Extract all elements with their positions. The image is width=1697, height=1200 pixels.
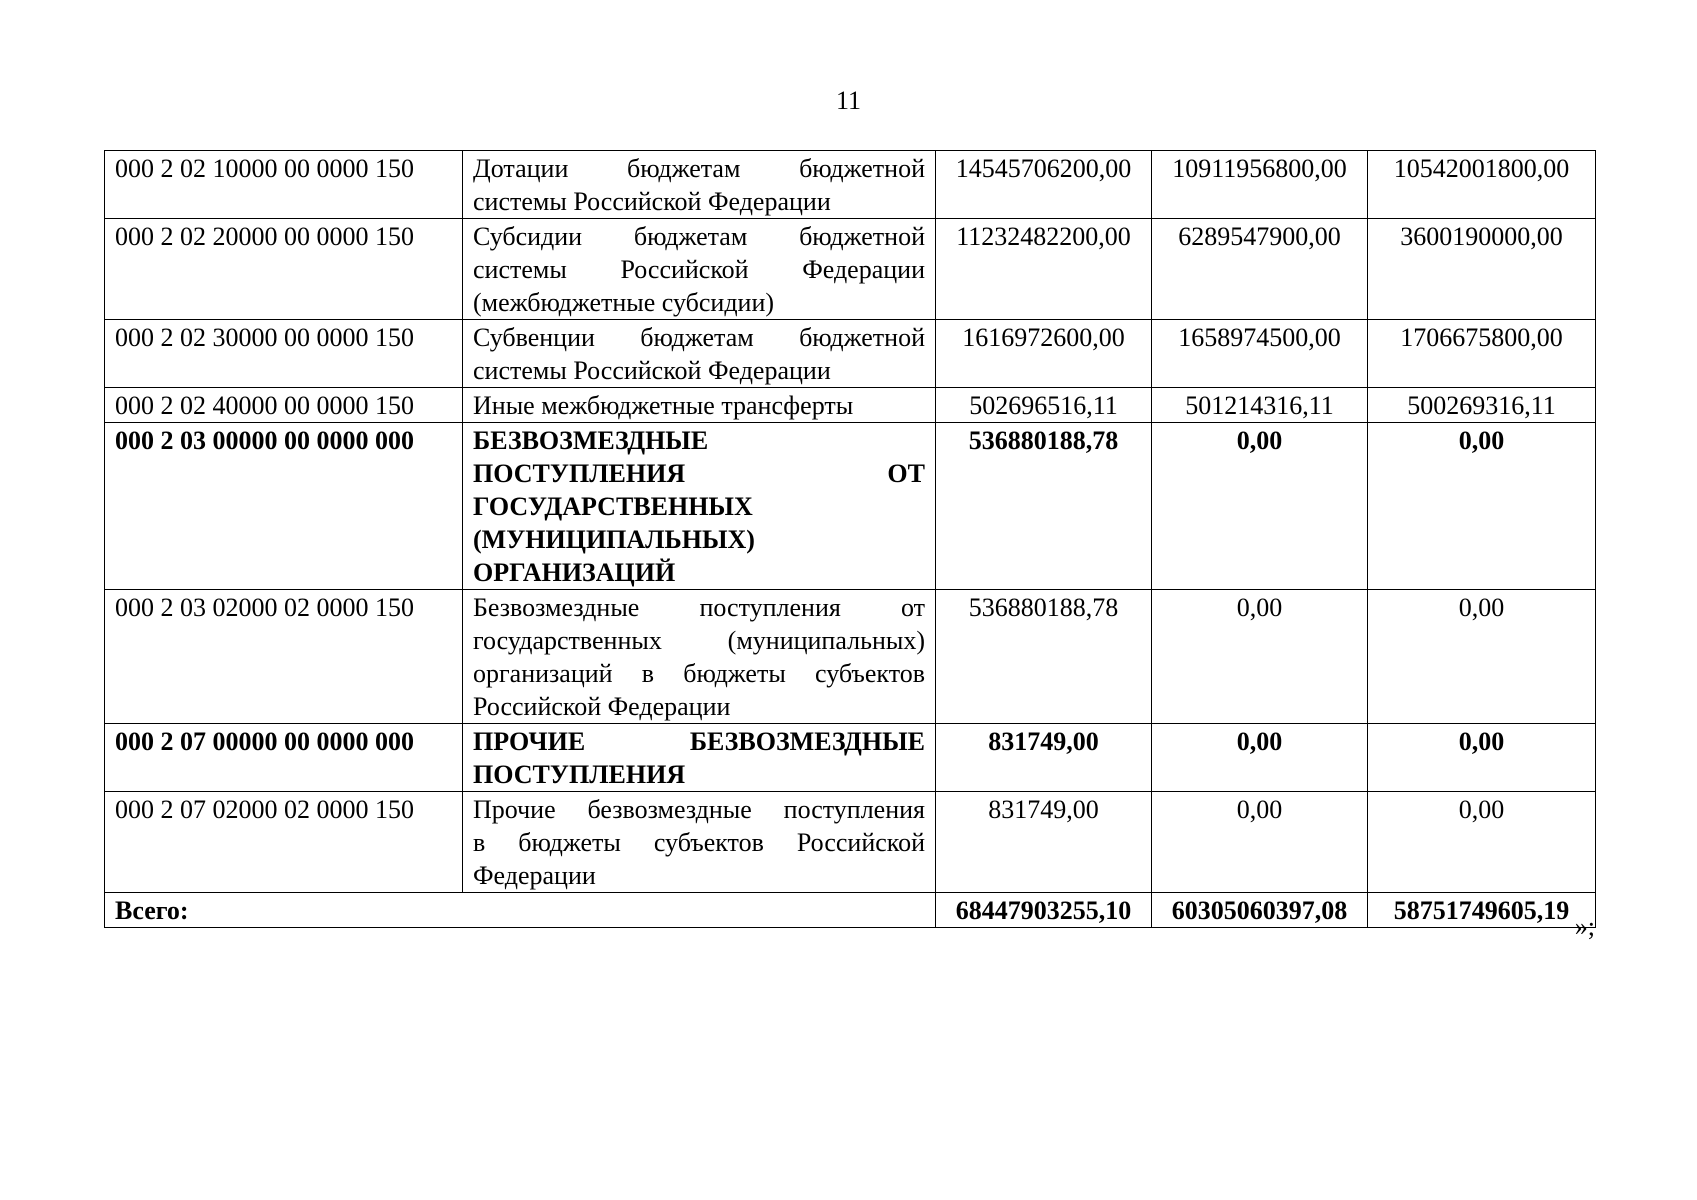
row-value-3: 0,00: [1368, 724, 1596, 792]
row-name: [463, 219, 936, 320]
row-name-line: БЕЗВОЗМЕЗДНЫЕ: [473, 426, 709, 455]
row-code: 000 2 02 30000 00 0000 150: [105, 320, 463, 388]
row-value-3: 10542001800,00: [1368, 151, 1596, 219]
row-name: [463, 423, 936, 590]
row-name: [463, 792, 936, 893]
row-value-3: 0,00: [1368, 423, 1596, 590]
row-value-2: 1658974500,00: [1152, 320, 1368, 388]
closing-quote-mark: »;: [1574, 912, 1595, 941]
row-value-1: 536880188,78: [936, 423, 1152, 590]
total-value-3: 58751749605,19: [1368, 893, 1596, 928]
row-value-3: 0,00: [1368, 792, 1596, 893]
row-name-line: Иные межбюджетные трансферты: [473, 391, 854, 420]
row-name-line: (МУНИЦИПАЛЬНЫХ): [473, 525, 755, 554]
row-code: 000 2 02 20000 00 0000 150: [105, 219, 463, 320]
row-name-line: системы Российской Федерации: [473, 255, 925, 284]
row-value-1: 831749,00: [936, 792, 1152, 893]
row-name: [463, 724, 936, 792]
row-name-line: ПОСТУПЛЕНИЯ: [473, 760, 686, 789]
table-row: [105, 320, 1596, 388]
table-row: [105, 590, 1596, 724]
row-value-2: 6289547900,00: [1152, 219, 1368, 320]
row-name-line: (межбюджетные субсидии): [473, 288, 775, 317]
row-code: 000 2 02 10000 00 0000 150: [105, 151, 463, 219]
table-row: [105, 151, 1596, 219]
row-value-3: 500269316,11: [1368, 388, 1596, 423]
row-value-1: 502696516,11: [936, 388, 1152, 423]
row-name-line: ГОСУДАРСТВЕННЫХ: [473, 492, 753, 521]
row-name-line: системы Российской Федерации: [473, 356, 831, 385]
row-name-line: ПОСТУПЛЕНИЯ ОТ: [473, 459, 925, 488]
row-value-1: 14545706200,00: [936, 151, 1152, 219]
table-row: [105, 724, 1596, 792]
row-name-line: Субсидии бюджетам бюджетной: [473, 222, 925, 251]
row-value-3: 1706675800,00: [1368, 320, 1596, 388]
row-name-line: Дотации бюджетам бюджетной: [473, 154, 925, 183]
row-value-1: 11232482200,00: [936, 219, 1152, 320]
total-row: [105, 893, 1596, 928]
total-label: Всего:: [105, 893, 936, 928]
row-name-line: Субвенции бюджетам бюджетной: [473, 323, 925, 352]
row-name: [463, 320, 936, 388]
table-body: [105, 151, 1596, 893]
row-value-3: 3600190000,00: [1368, 219, 1596, 320]
page-number: 11: [835, 86, 862, 115]
row-value-2: 0,00: [1152, 590, 1368, 724]
row-name-line: Прочие безвозмездные поступления: [473, 795, 925, 824]
table-row: [105, 792, 1596, 893]
row-value-3: 0,00: [1368, 590, 1596, 724]
total-value-2: 60305060397,08: [1152, 893, 1368, 928]
row-code: 000 2 02 40000 00 0000 150: [105, 388, 463, 423]
row-name-line: ОРГАНИЗАЦИЙ: [473, 558, 676, 587]
row-code: 000 2 03 02000 02 0000 150: [105, 590, 463, 724]
row-name: [463, 151, 936, 219]
row-name-line: ПРОЧИЕ БЕЗВОЗМЕЗДНЫЕ: [473, 727, 925, 756]
total-value-1: 68447903255,10: [936, 893, 1152, 928]
table-row: [105, 423, 1596, 590]
row-name-line: Российской Федерации: [473, 692, 731, 721]
row-value-2: 501214316,11: [1152, 388, 1368, 423]
row-name: [463, 388, 936, 423]
table-row: [105, 219, 1596, 320]
row-value-1: 831749,00: [936, 724, 1152, 792]
row-name-line: государственных (муниципальных): [473, 626, 925, 655]
row-name-line: Безвозмездные поступления от: [473, 593, 925, 622]
budget-revenue-table: [104, 150, 1596, 928]
row-value-1: 1616972600,00: [936, 320, 1152, 388]
row-value-2: 0,00: [1152, 724, 1368, 792]
row-code: 000 2 03 00000 00 0000 000: [105, 423, 463, 590]
row-value-2: 0,00: [1152, 792, 1368, 893]
row-name-line: системы Российской Федерации: [473, 187, 831, 216]
row-code: 000 2 07 02000 02 0000 150: [105, 792, 463, 893]
table-row: [105, 388, 1596, 423]
row-code: 000 2 07 00000 00 0000 000: [105, 724, 463, 792]
row-value-1: 536880188,78: [936, 590, 1152, 724]
row-value-2: 10911956800,00: [1152, 151, 1368, 219]
row-name-line: Федерации: [473, 861, 596, 890]
row-name-line: в бюджеты субъектов Российской: [473, 828, 925, 857]
row-name-line: организаций в бюджеты субъектов: [473, 659, 925, 688]
row-value-2: 0,00: [1152, 423, 1368, 590]
row-name: [463, 590, 936, 724]
